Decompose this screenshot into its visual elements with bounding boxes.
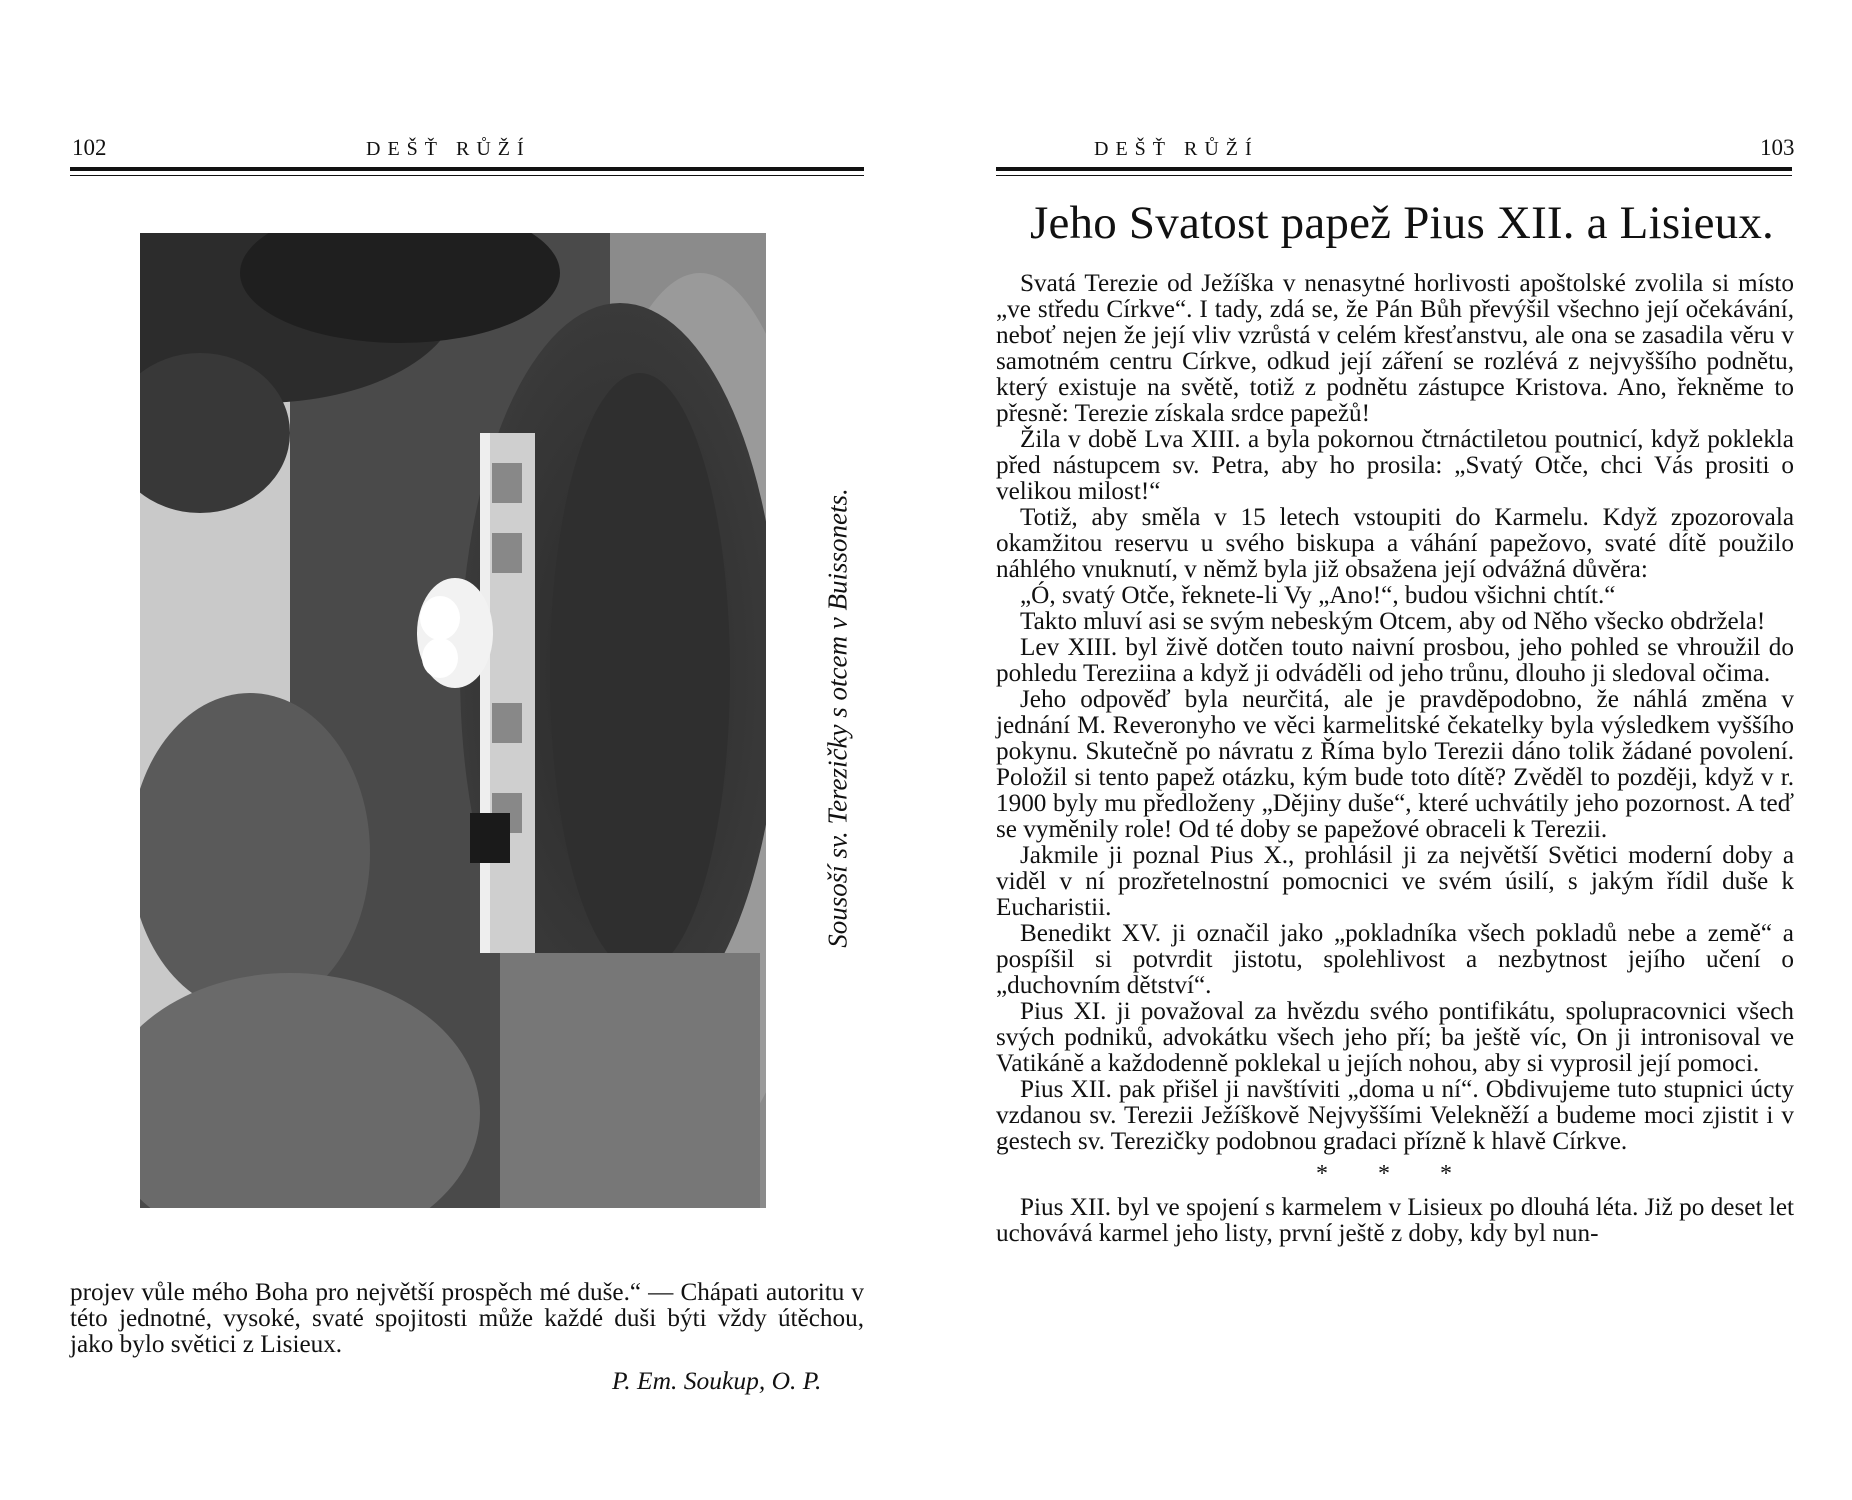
- running-head: DEŠŤ RŮŽÍ: [366, 138, 531, 160]
- paragraph: Pius XII. pak přišel ji navštíviti „doma u ní“. Obdivujeme tuto stupnici úcty vzdanou sv. Terezii Ježíškově Nejvyššími Velekněží a budeme moci zjistit i v gestech sv. Terezičky podobnou gradaci přízně k hlavě Církve.: [996, 1076, 1794, 1155]
- body-text: [70, 1280, 864, 1358]
- header-rule: [70, 167, 864, 171]
- paragraph: Pius XI. ji považoval za hvězdu svého pontifikátu, spolupracovnici všech svých podniků, advokátku všech jeho pří; ba ještě víc, On ji intronisoval ve Vatikáně a každodenně poklekal u jejích nohou, aby si vyprosil její pomoci.: [996, 998, 1794, 1077]
- paragraph: Žila v době Lva XIII. a byla pokornou čtrnáctiletou poutnicí, když poklekla před nástupcem sv. Petra, aby ho prosila: „Svatý Otče, chci Vás prositi o velikou milost!“: [996, 426, 1794, 505]
- header-rule: [996, 167, 1792, 171]
- article-body: [996, 271, 1794, 1247]
- paragraph: projev vůle mého Boha pro největší prospěch mé duše.“ — Chápati autoritu v této jednotné, vysoké, svaté spojitosti může každé duši býti vždy útěchou, jako bylo světici z Lisieux.: [70, 1279, 864, 1358]
- article-title: Jeho Svatost papež Pius XII. a Lisieux.: [1030, 197, 1775, 249]
- garden-statue-photo: [140, 233, 766, 1208]
- page-number: 103: [1760, 135, 1795, 160]
- photo-illustration: [140, 233, 766, 1208]
- paragraph: Jakmile ji poznal Pius X., prohlásil ji za největší Světici moderní doby a viděl v ní prozřetelnostní pomocnici ve svém úsilí, s jakým řídil duše k Eucharistii.: [996, 842, 1794, 921]
- page-number: 102: [72, 135, 107, 160]
- paragraph: Totiž, aby směla v 15 letech vstoupiti do Karmelu. Když zpozorovala okamžitou reservu u svého biskupa a váhání papežovo, svaté dítě použilo náhlého vnuknutí, v němž byla již obsažena její odvážná důvěra:: [996, 504, 1794, 583]
- right-page: [926, 0, 1852, 1500]
- paragraph: Takto mluví asi se svým nebeským Otcem, aby od Něho všecko obdržela!: [1020, 608, 1766, 635]
- paragraph: „Ó, svatý Otče, řeknete-li Vy „Ano!“, budou všichni chtít.“: [1020, 582, 1616, 609]
- section-separator: * * *: [1316, 1161, 1474, 1187]
- running-head: DEŠŤ RŮŽÍ: [1094, 138, 1259, 160]
- paragraph: Benedikt XV. ji označil jako „pokladníka všech pokladů nebe a země“ a pospíšil si potvrdit jistotu, spolehlivost a nezbytnost jejího učení o „duchovním dětství“.: [996, 920, 1794, 999]
- paragraph: Svatá Terezie od Ježíška v nenasytné horlivosti apoštolské zvolila si místo „ve středu Církve“. I tady, zdá se, že Pán Bůh převýšil všechno její očekávání, neboť nejen že její vliv vzrůstá v celém křesťanstvu, ale ona se zasadila věru v samotném centru Církve, odkud její záření se rozlévá z nejvyššího podnětu, který existuje na světě, totiž z podnětu zástupce Kristova. Ano, řekněme to přesně: Terezie získala srdce papežů!: [996, 270, 1794, 427]
- left-page: 102 DEŠŤ RŮŽÍ Sousoší sv. Terezičky s otcem v Buissonets. projev vůle mého Boha pro největší prospěch mé duše.“ — Chápati autoritu v této jednotné, vysoké, svaté spojitosti může každé duši býti vždy útěchou, jako bylo světici z Lisieux. P. Em. Soukup, O. P.: [0, 0, 926, 1500]
- header-rule-thin: [70, 175, 864, 176]
- header-rule-thin: [996, 175, 1792, 176]
- author-signature: P. Em. Soukup, O. P.: [612, 1366, 822, 1395]
- paragraph: Jeho odpověď byla neurčitá, ale je pravděpodobno, že náhlá změna v jednání M. Reveronyho ve věci karmelitské čekatelky byla výsledkem vyššího pokynu. Skutečně po návratu z Říma bylo Terezii dáno tolik žádané povolení. Položil si tento papež otázku, kým bude toto dítě? Zvěděl to později, když v r. 1900 byly mu předloženy „Dějiny duše“, které uchvátily jeho pozornost. A teď se vyměnily role! Od té doby se papežové obraceli k Terezii.: [996, 686, 1794, 843]
- paragraph: Pius XII. byl ve spojení s karmelem v Lisieux po dlouhá léta. Již po deset let uchovává karmel jeho listy, první ještě z doby, kdy byl nun-: [996, 1194, 1794, 1247]
- paragraph: Lev XIII. byl živě dotčen touto naivní prosbou, jeho pohled se vhroužil do pohledu Tereziina a když ji odváděli od jeho trůnu, dlouho ji sledoval očima.: [996, 634, 1794, 687]
